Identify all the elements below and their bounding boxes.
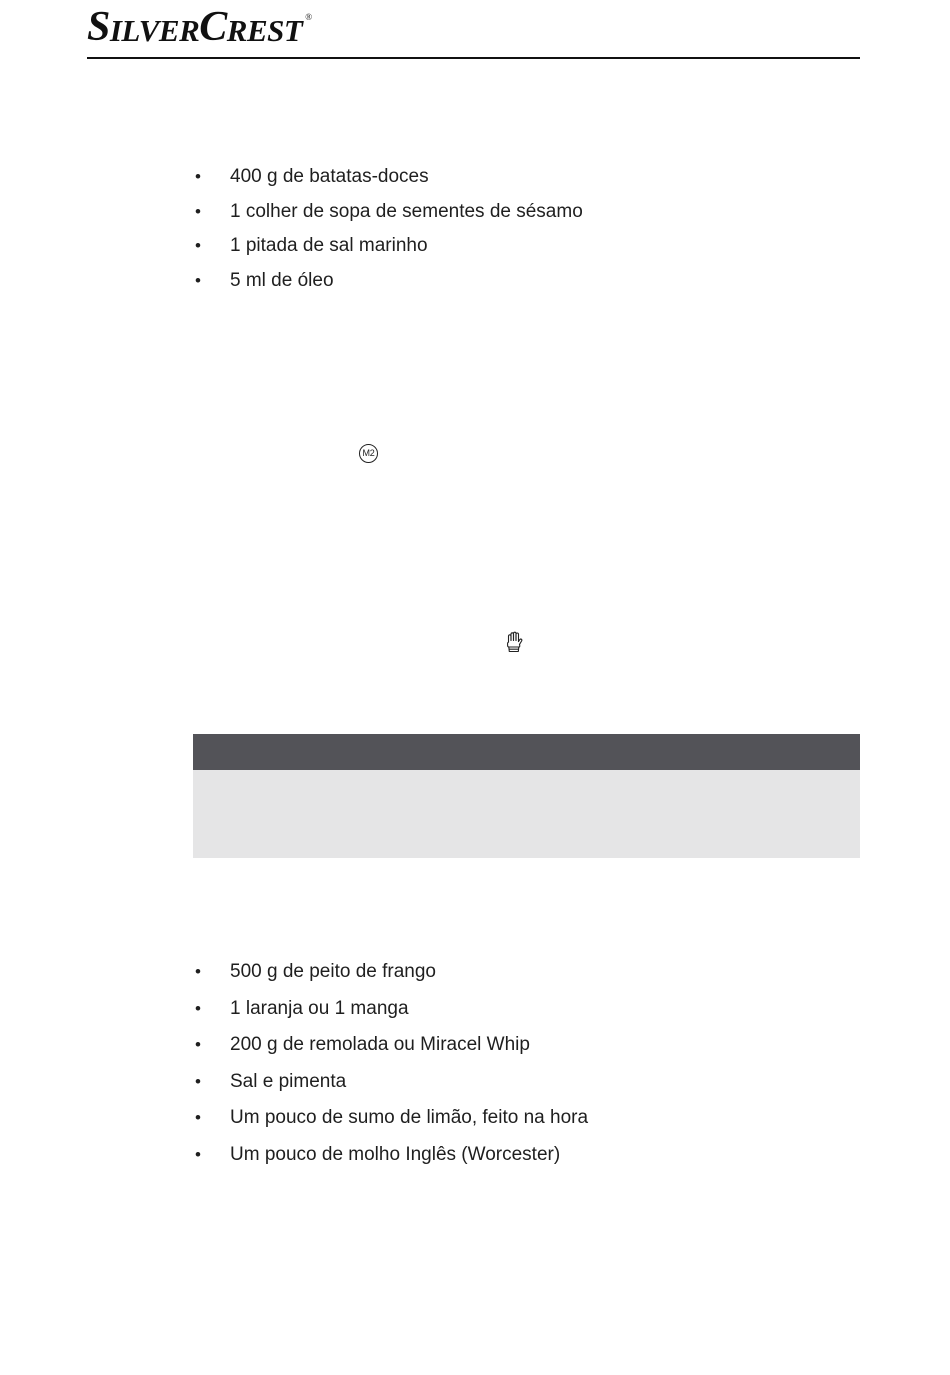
list-item: • 200 g de remolada ou Miracel Whip: [193, 1035, 588, 1055]
logo-letter: C: [199, 4, 227, 50]
registered-mark: ®: [305, 12, 312, 22]
hand-icon: [505, 631, 524, 653]
ingredient-list-2: [193, 962, 588, 1181]
logo-letters: ILVER: [109, 13, 200, 48]
list-item: • 400 g de batatas-doces: [193, 167, 583, 187]
ingredient-list-1: [193, 167, 583, 305]
notice-box: [193, 770, 860, 858]
list-item: • Sal e pimenta: [193, 1072, 588, 1092]
notice-header-bar: [193, 734, 860, 770]
logo-letter: S: [87, 4, 110, 50]
list-item: • 1 laranja ou 1 manga: [193, 999, 588, 1019]
mode-m2-icon: M2: [359, 444, 378, 463]
list-item: • 500 g de peito de frango: [193, 962, 588, 982]
list-item: • 5 ml de óleo: [193, 271, 583, 291]
logo-letters: REST: [226, 13, 303, 48]
list-item: • 1 colher de sopa de sementes de sésamo: [193, 202, 583, 222]
brand-logo: [87, 4, 312, 48]
list-item: • Um pouco de molho Inglês (Worcester): [193, 1145, 588, 1165]
list-item: • Um pouco de sumo de limão, feito na hora: [193, 1108, 588, 1128]
header-rule: [87, 57, 860, 59]
list-item: • 1 pitada de sal marinho: [193, 236, 583, 256]
